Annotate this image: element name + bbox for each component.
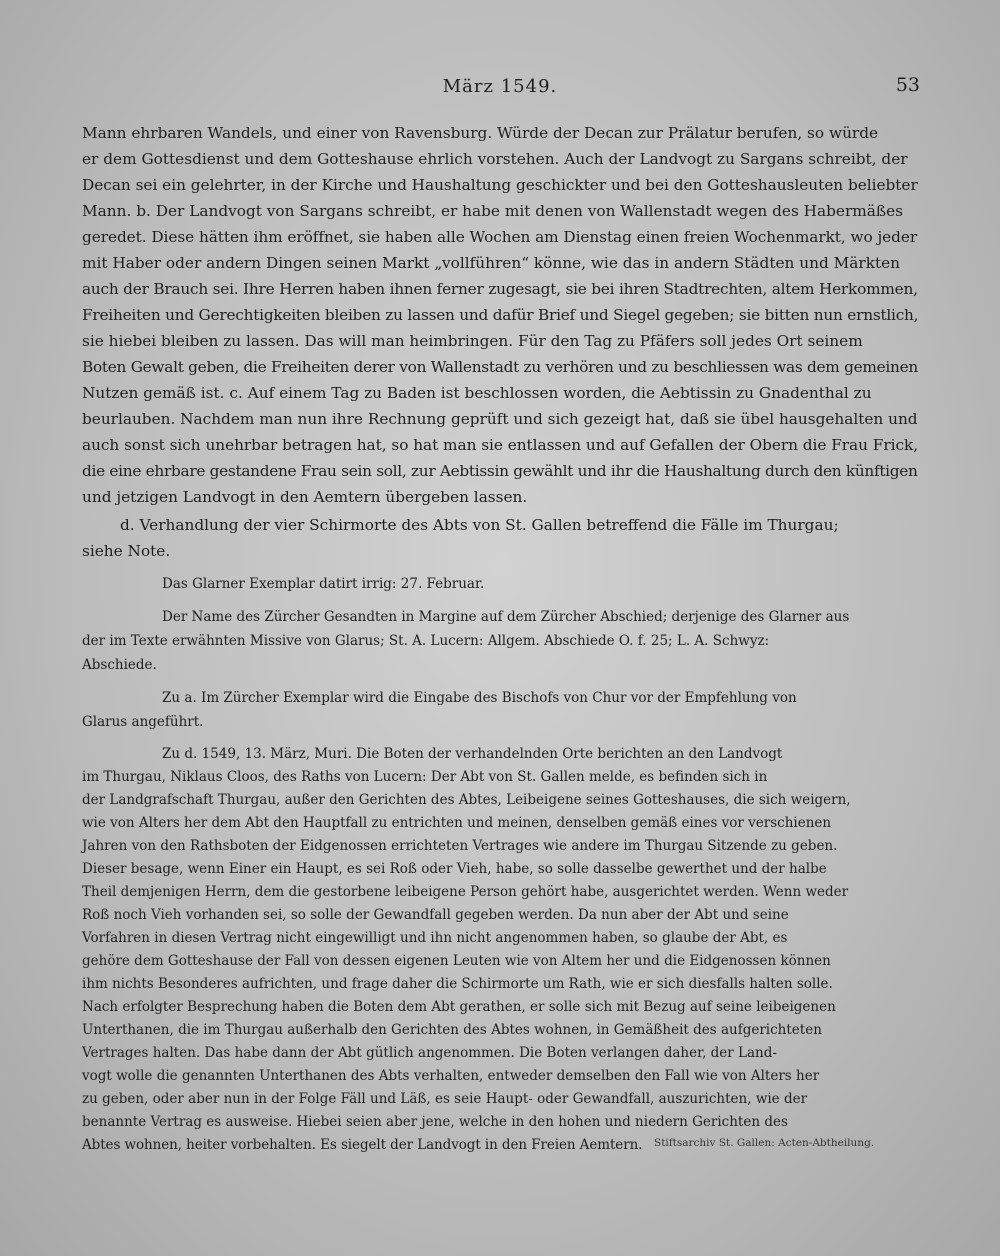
note-d-line: gehöre dem Gotteshause der Fall von dessen eigenen Leuten wie von Altem her und die Eidgenossen können	[82, 953, 831, 969]
date-note: Das Glarner Exemplar datirt irrig: 27. Februar.	[162, 576, 485, 592]
text-line: siehe Note.	[82, 542, 171, 560]
text-line: Freiheiten und Gerechtigkeiten bleiben zu lassen und dafür Brief und Siegel gegeben; sie bitten nun ernstlich,	[82, 306, 919, 324]
note-d-line: Theil demjenigen Herrn, dem die gestorbene leibeigene Person gehört habe, ausgerichtet werden. Wenn weder	[82, 884, 849, 900]
text-line: Nutzen gemäß ist. c. Auf einem Tag zu Baden ist beschlossen worden, die Aebtissin zu Gnadenthal zu	[82, 384, 872, 402]
text-line: Mann ehrbaren Wandels, und einer von Ravensburg. Würde der Decan zur Prälatur berufen, so würde	[82, 124, 879, 142]
text-line: mit Haber oder andern Dingen seinen Markt „vollführen“ könne, wie das in andern Städten und Märkten	[82, 254, 901, 272]
note-d-line: zu geben, oder aber nun in der Folge Fäll und Läß, es seie Haupt- oder Gewandfall, auszurichten, wie der	[82, 1091, 808, 1107]
text-line: die eine ehrbare gestandene Frau sein soll, zur Aebtissin gewählt und ihr die Haushaltung durch den künftigen	[82, 462, 918, 480]
note-a-line: Zu a. Im Zürcher Exemplar wird die Eingabe des Bischofs von Chur vor der Empfehlung von	[162, 690, 797, 706]
note-d-line: Unterthanen, die im Thurgau außerhalb den Gerichten des Abtes wohnen, in Gemäßheit des aufgerichteten	[82, 1022, 822, 1038]
sources-line: der im Texte erwähnten Missive von Glarus; St. A. Lucern: Allgem. Abschiede O. f. 25; L. A. Schwyz:	[82, 633, 770, 649]
page-number: 53	[895, 74, 920, 96]
text-line: er dem Gottesdienst und dem Gotteshause ehrlich vorstehen. Auch der Landvogt zu Sargans schreibt, der	[82, 150, 908, 168]
text-line: beurlauben. Nachdem man nun ihre Rechnung geprüft und sich gezeigt hat, daß sie übel hausgehalten und	[82, 410, 918, 428]
note-d-line: Nach erfolgter Besprechung haben die Boten dem Abt gerathen, er solle sich mit Bezug auf seine leibeigenen	[82, 999, 836, 1015]
running-head: März 1549.	[442, 76, 558, 97]
text-line: auch sonst sich unehrbar betragen hat, so hat man sie entlassen und auf Gefallen der Obern die Frau Frick,	[82, 436, 919, 454]
text-line: und jetzigen Landvogt in den Aemtern übergeben lassen.	[82, 488, 528, 506]
text-line: Decan sei ein gelehrter, in der Kirche und Haushaltung geschickter und bei den Gotteshausleuten beliebter	[82, 176, 918, 194]
note-d-line: im Thurgau, Niklaus Cloos, des Raths von Lucern: Der Abt von St. Gallen melde, es befinden sich in	[82, 769, 768, 785]
note-d-line: Zu d. 1549, 13. März, Muri. Die Boten der verhandelnden Orte berichten an den Landvogt	[162, 746, 783, 762]
sources-line: Der Name des Zürcher Gesandten in Margine auf dem Zürcher Abschied; derjenige des Glarner aus	[162, 609, 850, 625]
note-d-line: Vertrages halten. Das habe dann der Abt gütlich angenommen. Die Boten verlangen daher, der Land-	[82, 1045, 777, 1061]
text-line: auch der Brauch sei. Ihre Herren haben ihnen ferner zugesagt, sie bei ihren Stadtrechten, altem Herkommen,	[82, 280, 918, 298]
text-line: d. Verhandlung der vier Schirmorte des Abts von St. Gallen betreffend die Fälle im Thurgau;	[120, 516, 839, 534]
text-line: geredet. Diese hätten ihm eröffnet, sie haben alle Wochen am Dienstag einen freien Wochenmarkt, wo jeder	[82, 228, 918, 246]
text-line: sie hiebei bleiben zu lassen. Das will man heimbringen. Für den Tag zu Pfäfers soll jedes Ort seinem	[82, 332, 863, 350]
note-a-line: Glarus angeführt.	[82, 714, 204, 730]
note-d-line: ihm nichts Besonderes aufrichten, und frage daher die Schirmorte um Rath, wie er sich diesfalls halten solle.	[82, 976, 833, 992]
note-d-line: wie von Alters her dem Abt den Hauptfall zu entrichten und meinen, denselben gemäß eines vor verschienen	[82, 815, 832, 831]
note-d-line: benannte Vertrag es ausweise. Hiebei seien aber jene, welche in den hohen und niedern Gerichten des	[82, 1114, 788, 1130]
note-d-line: der Landgrafschaft Thurgau, außer den Gerichten des Abtes, Leibeigene seines Gotteshauses, die sich weigern,	[82, 792, 851, 808]
source-citation: Stiftsarchiv St. Gallen: Acten-Abtheilung.	[654, 1137, 875, 1149]
note-d-line: Dieser besage, wenn Einer ein Haupt, es sei Roß oder Vieh, habe, so solle dasselbe gewerthet und der halbe	[82, 861, 827, 877]
text-line: Mann. b. Der Landvogt von Sargans schreibt, er habe mit denen von Wallenstadt wegen des Habermäßes	[82, 202, 904, 220]
page-header	[80, 74, 920, 104]
sources-line: Abschiede.	[82, 657, 157, 673]
note-d-line: Abtes wohnen, heiter vorbehalten. Es siegelt der Landvogt in den Freien Aemtern.	[82, 1137, 643, 1153]
note-d-line: Vorfahren in diesen Vertrag nicht eingewilligt und ihn nicht angenommen haben, so glaube der Abt, es	[82, 930, 788, 946]
note-d-line: vogt wolle die genannten Unterthanen des Abts verhalten, entweder demselben den Fall wie von Alters her	[82, 1068, 820, 1084]
note-d-line: Roß noch Vieh vorhanden sei, so solle der Gewandfall gegeben werden. Da nun aber der Abt und seine	[82, 907, 789, 923]
text-line: Boten Gewalt geben, die Freiheiten derer von Wallenstadt zu verhören und zu beschliessen was dem gemeinen	[82, 358, 918, 376]
note-d-line: Jahren von den Rathsboten der Eidgenossen errichteten Vertrages wie andere im Thurgau Sitzende zu geben.	[82, 838, 838, 854]
